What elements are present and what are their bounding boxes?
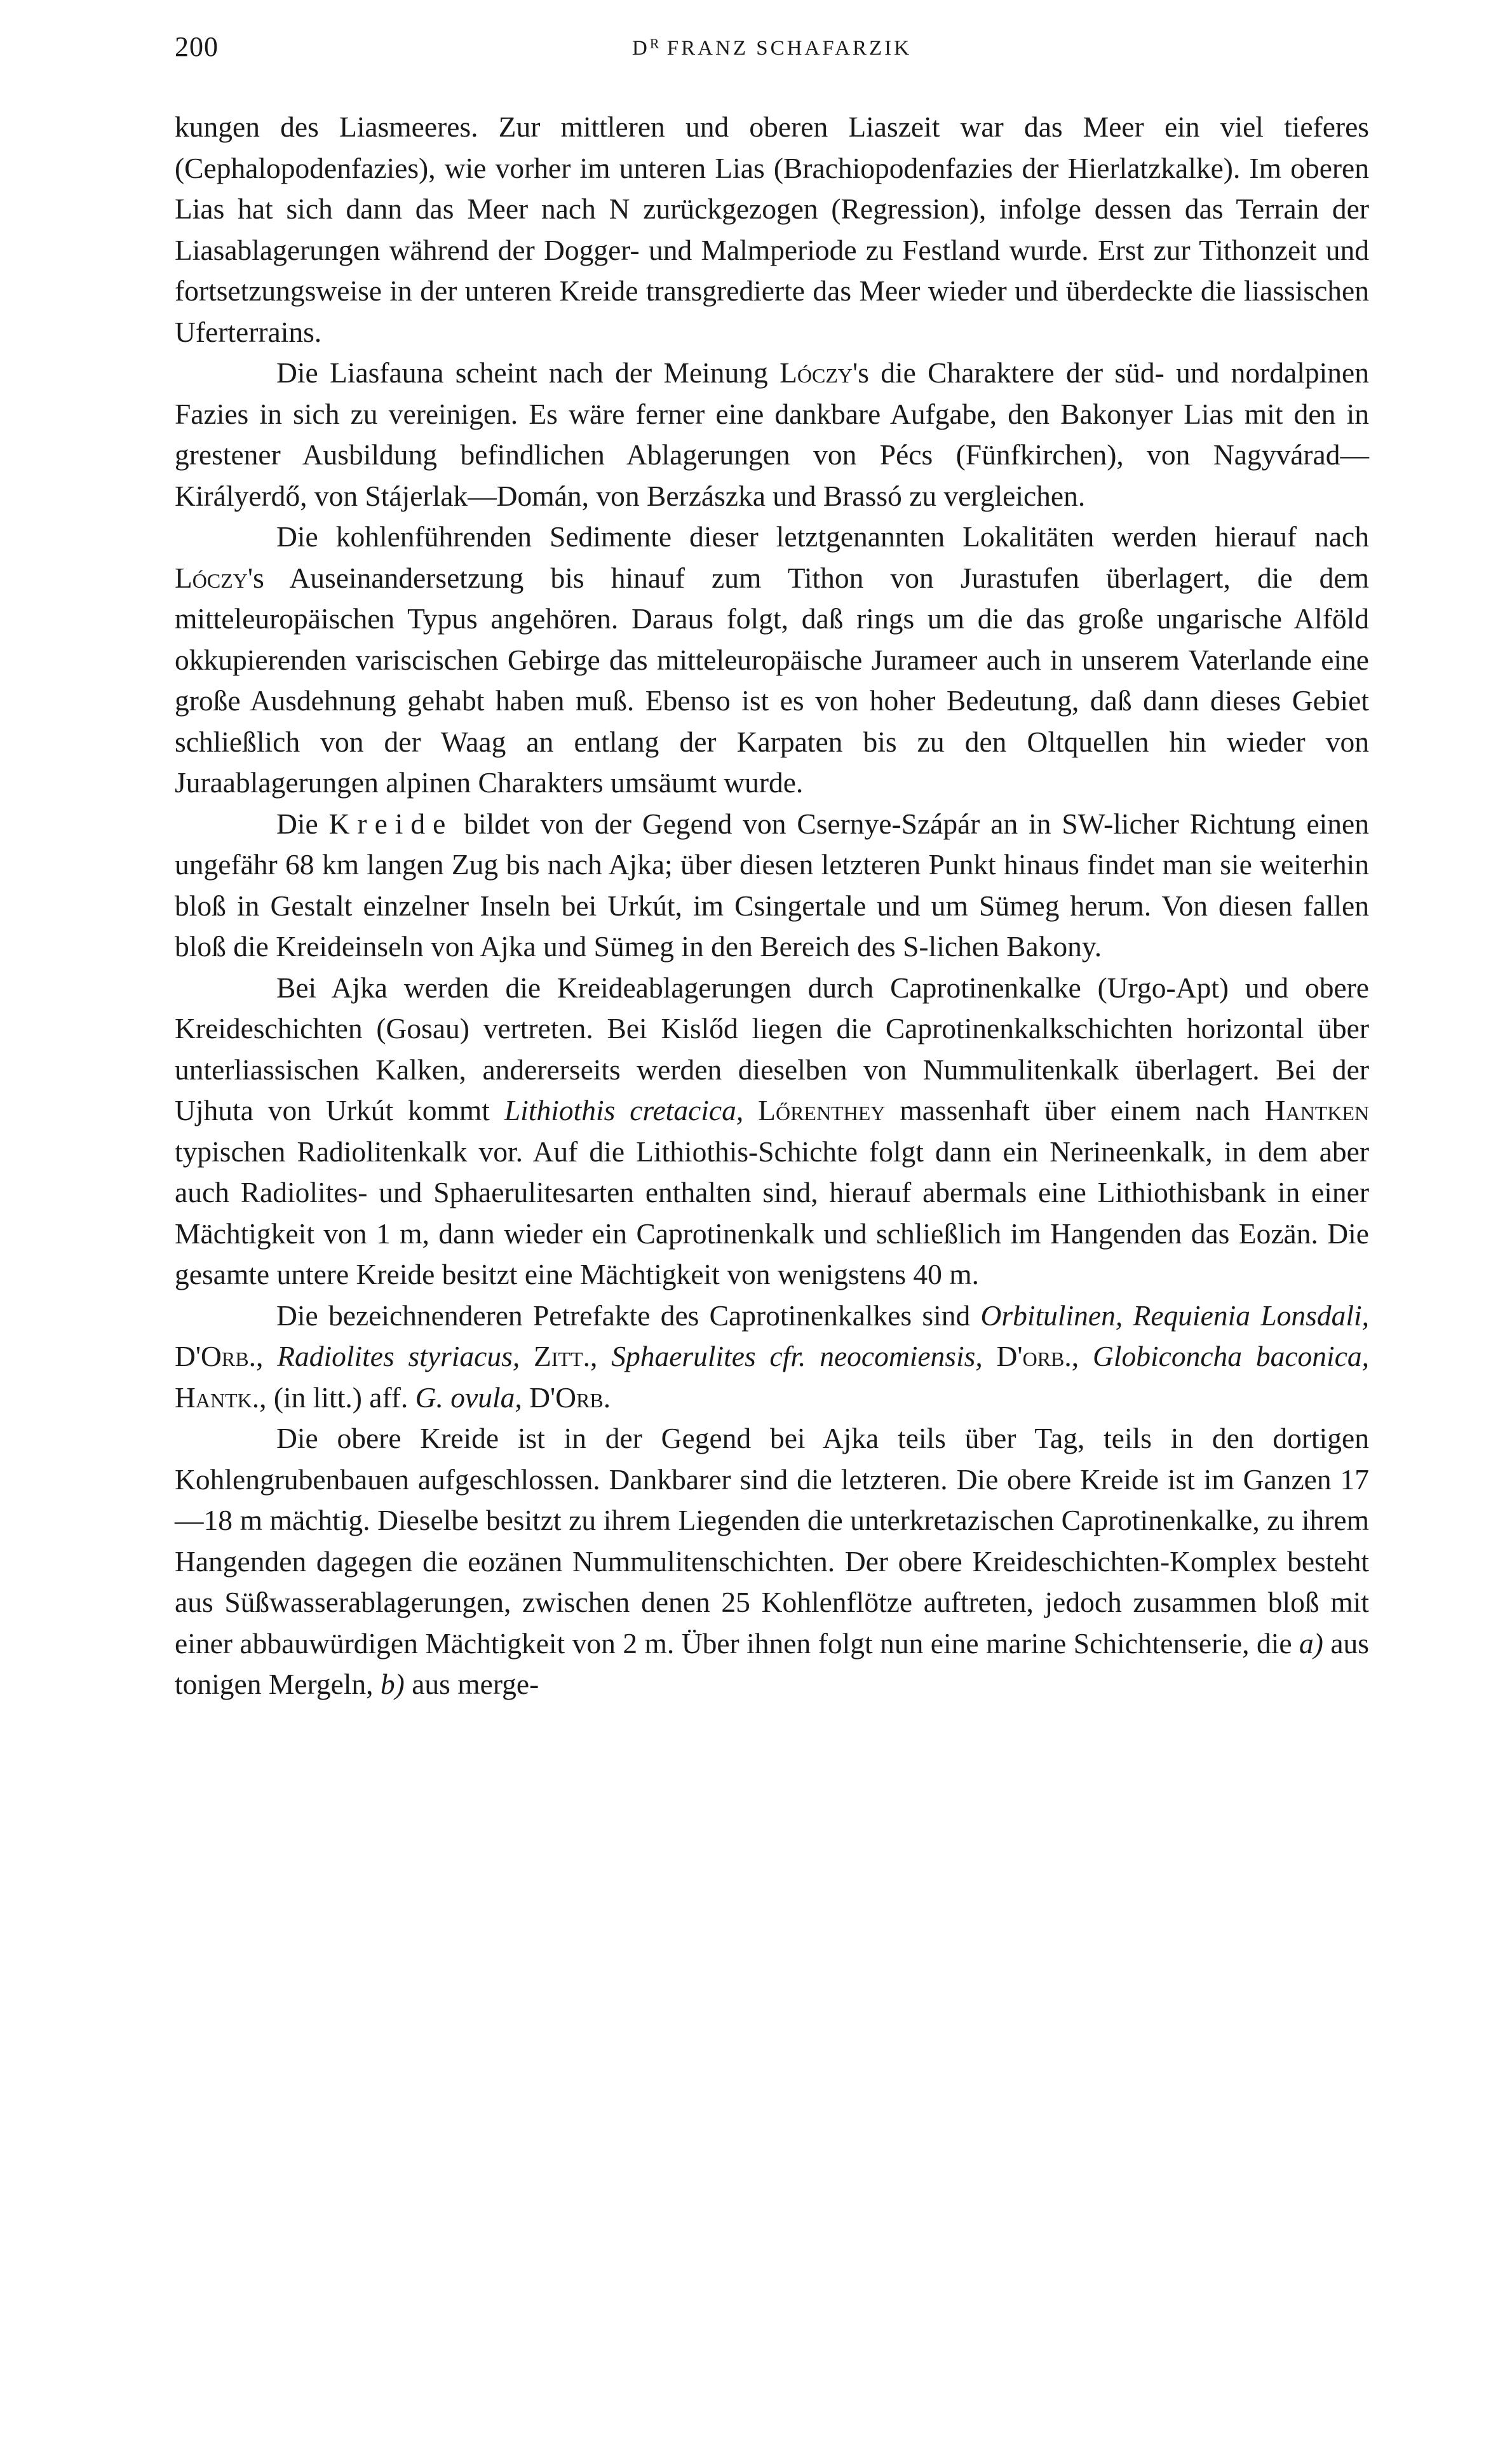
author-prefix: D [632, 37, 650, 60]
author-ref: Hantken [1264, 1094, 1370, 1126]
paragraph-1 [175, 107, 1369, 353]
author-ref: Zitt. [520, 1340, 590, 1372]
paragraph-2-text-b: 's die Charaktere der süd- und nordalpinen Fazies in sich zu vereinigen. Es wäre ferner eine dankbare Aufgabe, den Bakonyer Lias mit den in grestener Ausbildung befindlichen Ablagerungen von Pécs (Fünfkirchen), von Nagyvárad—Királyerdő, von Stájerlak—Domán, von Berzászka und Brassó zu vergleichen. [175, 356, 1369, 512]
species-name: G. ovula, [415, 1381, 522, 1414]
author-ref: Hantk. [175, 1381, 260, 1414]
paragraph-2 [175, 353, 1369, 517]
punctuation: , [590, 1340, 612, 1372]
running-head [175, 36, 1369, 60]
species-name: Radiolites styriacus, [277, 1340, 520, 1372]
author-name: FRANZ SCHAFARZIK [666, 37, 912, 60]
author-ref-loczy: Lóczy [780, 356, 853, 389]
paragraph-4-text-a: Die [276, 807, 329, 840]
paragraph-5-text-b: massenhaft über einem nach [885, 1094, 1265, 1126]
species-name: Globiconcha baconica, [1093, 1340, 1370, 1372]
paragraph-7 [175, 1418, 1369, 1705]
spaced-term-kreide: Kreide [328, 807, 454, 840]
paragraph-7-text-a: Die obere Kreide ist in der Gegend bei Ajka teils über Tag, teils in den dortigen Kohlengrubenbauen aufgeschlossen. Dankbarer sind die letzteren. Die obere Kreide ist im Ganzen 17—18 m mächtig. Dieselbe besitzt zu ihrem Liegenden die unterkretazischen Caprotinenkalke, zu ihrem Hangenden dagegen die eozänen Nummulitenschichten. Der obere Kreideschichten-Komplex besteht aus Süßwasserablagerungen, zwischen denen 25 Kohlenflötze auftreten, jedoch zusammen bloß mit einer abbauwürdigen Mächtigkeit von 2 m. Über ihnen folgt nun eine marine Schichtenserie, die [175, 1422, 1369, 1660]
paragraph-3 [175, 517, 1369, 804]
paragraph-5-text-c: typischen Radiolitenkalk vor. Auf die Lithiothis-Schichte folgt dann ein Nerineenkalk, in dem aber auch Radiolites- und Sphaerulitesarten enthalten sind, hierauf abermals eine Lithiothisbank in einer Mächtigkeit von 1 m, dann wieder ein Caprotinenkalk und schließlich im Hangenden das Eozän. Die gesamte untere Kreide besitzt eine Mächtigkeit von wenigstens 40 m. [175, 1135, 1369, 1290]
species-name: Sphaerulites cfr. neocomiensis, [611, 1340, 983, 1372]
species-name: Orbitulinen, Requienia Lonsdali, [980, 1299, 1370, 1332]
paragraph-6-text-a: Die bezeichnenderen Petrefakte des Caprotinenkalkes sind [276, 1299, 981, 1332]
paragraph-6-text-e: , (in litt.) aff. [259, 1381, 415, 1414]
paragraph-5-text-a: Bei Ajka werden die Kreideablagerungen durch Caprotinenkalke (Urgo-Apt) und obere Kreideschichten (Gosau) vertreten. Bei Kislőd liegen die Caprotinenkalkschichten horizontal über unterliassischen Kalken, andererseits werden dieselben von Nummulitenkalk überlagert. Bei der Ujhuta von Urkút kommt [175, 971, 1369, 1126]
punctuation: , [1071, 1340, 1093, 1372]
author-ref: Lőrenthey [743, 1094, 886, 1126]
author-ref-loczy: Lóczy [175, 561, 248, 594]
author-ref: D'Orb. [175, 1340, 256, 1372]
species-name: Lithiothis cretacica, [504, 1094, 744, 1126]
body-text [175, 107, 1369, 1705]
paragraph-2-text-a: Die Liasfauna scheint nach der Meinung [276, 356, 780, 389]
paragraph-3-text-a: Die kohlenführenden Sedimente dieser letztgenannten Lokalitäten werden hierauf nach [276, 520, 1369, 553]
paragraph-7-text-c: aus merge- [404, 1668, 539, 1700]
punctuation: , [255, 1340, 278, 1372]
paragraph-7-text-b: aus tonigen Mergeln, [175, 1626, 1369, 1700]
author-ref: D'Orb. [522, 1381, 611, 1414]
paragraph-4-text-b: bildet von der Gegend von Csernye-Szápár an in SW-licher Richtung einen ungefähr 68 km langen Zug bis nach Ajka; über diesen letzteren Punkt hinaus findet man sie weiterhin bloß in Gestalt einzelner Inseln bei Urkút, im Csingertale und um Sümeg herum. Von diesen fallen bloß die Kreideinseln von Ajka und Sümeg in den Bereich des S-lichen Bakony. [175, 807, 1369, 963]
paragraph-1-text: kungen des Liasmeeres. Zur mittleren und oberen Liaszeit war das Meer ein viel tieferes (Cephalopodenfazies), wie vorher im unteren Lias (Brachiopodenfazies der Hierlatzkalke). Im oberen Lias hat sich dann das Meer nach N zurückgezogen (Regression), infolge dessen das Terrain der Liasablagerungen während der Dogger- und Malmperiode zu Festland wurde. Erst zur Tithonzeit und fortsetzungsweise in der unteren Kreide transgredierte das Meer wieder und überdeckte die liassischen Uferterrains. [175, 111, 1369, 348]
list-marker-a: a) [1299, 1626, 1323, 1660]
page-number: 200 [175, 31, 219, 62]
paragraph-3-text-b: 's Auseinandersetzung bis hinauf zum Tithon von Jurastufen überlagert, die dem mitteleuropäischen Typus angehören. Daraus folgt, daß rings um die das große ungarische Alföld okkupierenden variscischen Gebirge das mitteleuropäische Jurameer auch in unserem Vaterlande eine große Ausdehnung gehabt haben muß. Ebenso ist es von hoher Bedeutung, daß dann dieses Gebiet schließlich von der Waag an entlang der Karpaten bis zu den Oltquellen hin wieder von Juraablagerungen alpinen Charakters umsäumt wurde. [175, 561, 1369, 799]
page-header [175, 30, 1369, 75]
paragraph-5 [175, 968, 1369, 1295]
author-ref: D'orb. [982, 1340, 1072, 1372]
paragraph-6 [175, 1295, 1369, 1419]
paragraph-4 [175, 804, 1369, 968]
list-marker-b: b) [380, 1668, 405, 1700]
author-sup: R [649, 36, 659, 51]
